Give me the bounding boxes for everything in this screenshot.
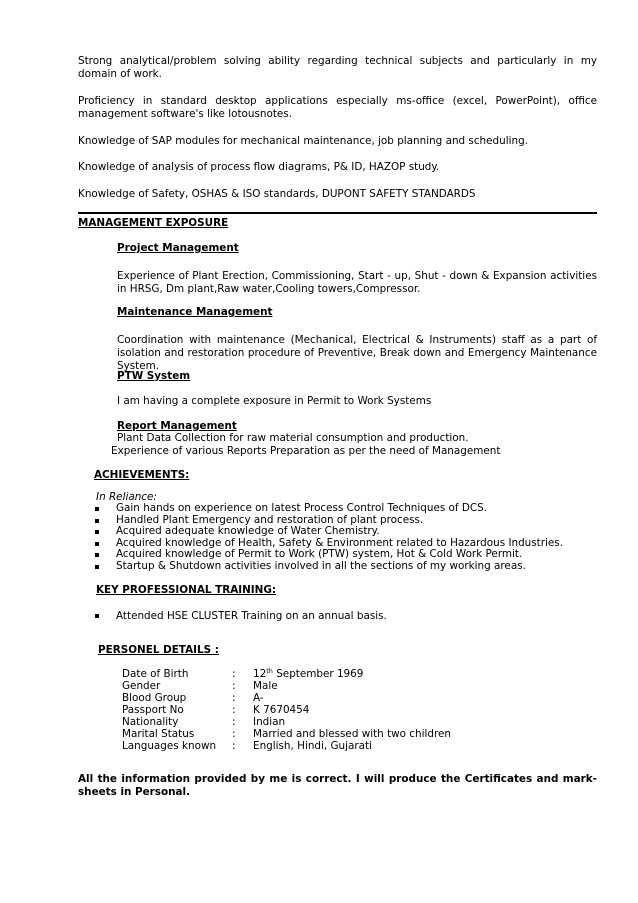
list-item: Acquired adequate knowledge of Water Chemistry.	[95, 526, 595, 538]
skill-process-flow: Knowledge of analysis of process flow diagrams, P& ID, HAZOP study.	[78, 161, 440, 173]
skill-sap: Knowledge of SAP modules for mechanical maintenance, job planning and scheduling.	[78, 135, 528, 147]
report-management-line-2: Experience of various Reports Preparation as per the need of Management	[111, 445, 501, 457]
ptw-system-title: PTW System	[117, 370, 191, 382]
personal-heading: PERSONEL DETAILS :	[98, 644, 219, 656]
project-management-title: Project Management	[117, 242, 239, 254]
dob-value: 12th September 1969	[253, 667, 364, 680]
dob-label: Date of Birth	[122, 668, 189, 680]
bullet-icon	[95, 519, 99, 523]
list-item: Acquired knowledge of Permit to Work (PTW) system, Hot & Cold Work Permit.	[95, 549, 595, 561]
bullet-icon	[95, 565, 99, 569]
section-divider	[78, 212, 597, 214]
separator: :	[232, 668, 236, 680]
management-heading: MANAGEMENT EXPOSURE	[78, 217, 229, 229]
maintenance-management-title: Maintenance Management	[117, 306, 273, 318]
training-heading: KEY PROFESSIONAL TRAINING:	[96, 584, 277, 596]
training-item: Attended HSE CLUSTER Training on an annual basis.	[95, 610, 387, 623]
list-item: Gain hands on experience on latest Process Control Techniques of DCS.	[95, 503, 595, 515]
skill-safety: Knowledge of Safety, OSHAS & ISO standards, DUPONT SAFETY STANDARDS	[78, 188, 476, 200]
bullet-icon	[95, 542, 99, 546]
achievements-heading: ACHIEVEMENTS:	[94, 469, 190, 481]
list-item: Acquired knowledge of Health, Safety & Environment related to Hazardous Industries.	[95, 538, 595, 550]
bullet-icon	[95, 614, 99, 618]
bullet-icon	[95, 553, 99, 557]
declaration: All the information provided by me is correct. I will produce the Certificates and mark-sheets in Personal.	[78, 773, 597, 798]
report-management-title: Report Management	[117, 420, 237, 432]
project-management-text: Experience of Plant Erection, Commissioning, Start - up, Shut - down & Expansion activities in HRSG, Dm plant,Raw water,Cooling towers,Compressor.	[117, 270, 597, 295]
bullet-icon	[95, 530, 99, 534]
achievements-list	[95, 503, 595, 573]
list-item: Startup & Shutdown activities involved in all the sections of my working areas.	[95, 561, 595, 573]
achievements-intro: In Reliance:	[96, 491, 157, 503]
skill-desktop-apps: Proficiency in standard desktop applications especially ms-office (excel, PowerPoint), office management software's like lotousnotes.	[78, 95, 597, 120]
ptw-system-text: I am having a complete exposure in Permit to Work Systems	[117, 395, 432, 407]
list-item: Handled Plant Emergency and restoration of plant process.	[95, 515, 595, 527]
maintenance-management-text: Coordination with maintenance (Mechanical, Electrical & Instruments) staff as a part of isolation and restoration procedure of Preventive, Break down and Emergency Maintenance System.	[117, 334, 597, 372]
bullet-icon	[95, 507, 99, 511]
skill-analytical: Strong analytical/problem solving ability regarding technical subjects and particularly in my domain of work.	[78, 55, 597, 80]
report-management-line-1: Plant Data Collection for raw material consumption and production.	[117, 432, 469, 444]
